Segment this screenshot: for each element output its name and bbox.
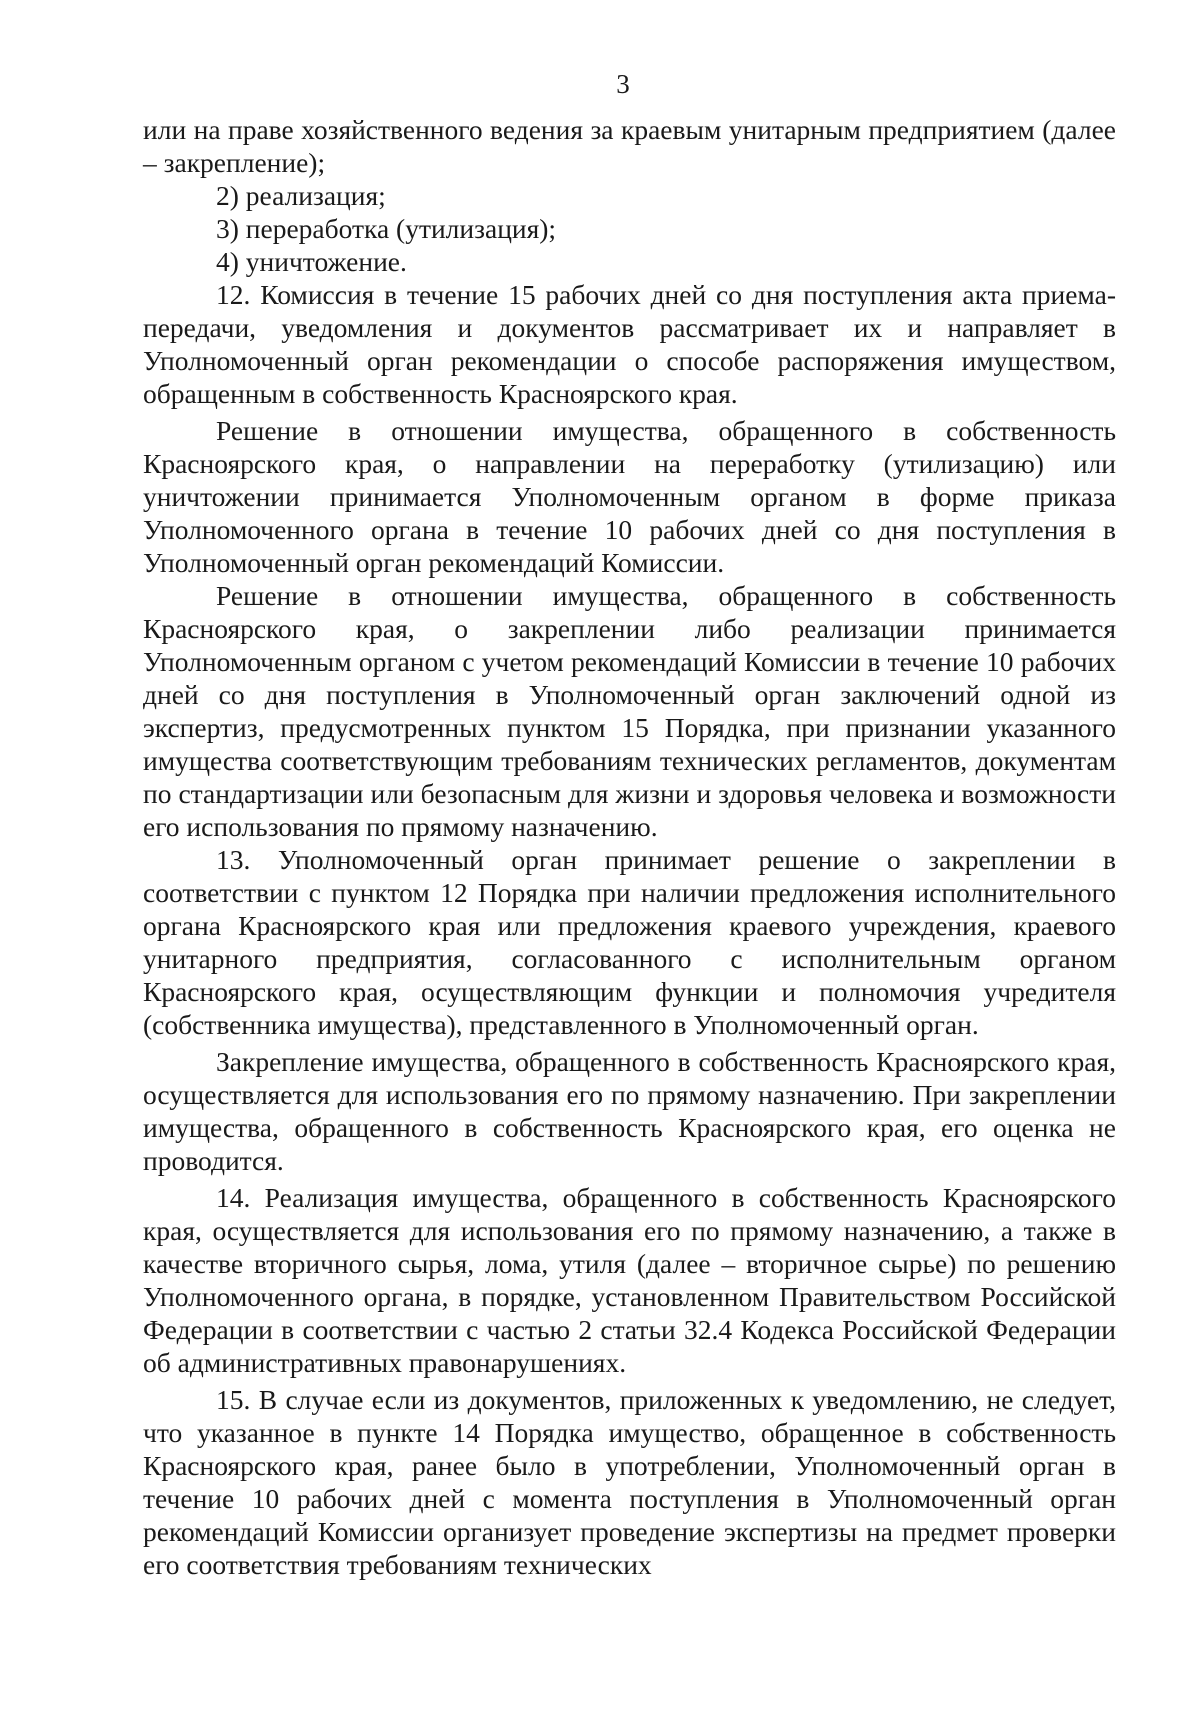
paragraph-clause-14: 14. Реализация имущества, обращенного в собственность Красноярского края, осуществляется для использования его по прямому назначению, а также в качестве вторичного сырья, лома, утиля (далее – вторичное сырье) по решению Уполномоченного органа, в порядке, установленном Правительством Российской Федерации в соответствии с частью 2 статьи 32.4 Кодекса Российской Федерации об административных правонарушениях. bbox=[143, 1182, 1116, 1378]
paragraph-decision-utilization: Решение в отношении имущества, обращенного в собственность Красноярского края, о направлении на переработку (утилизацию) или уничтожении принимается Уполномоченным органом в форме приказа Уполномоченного органа в течение 10 рабочих дней со дня поступления в Уполномоченный орган рекомендаций Комиссии. bbox=[143, 415, 1116, 578]
paragraph-decision-assignment: Решение в отношении имущества, обращенного в собственность Красноярского края, о закреплении либо реализации принимается Уполномоченным органом с учетом рекомендаций Комиссии в течение 10 рабочих дней со дня поступления в Уполномоченный орган заключений одной из экспертиз, предусмотренных пунктом 15 Порядка, при признании указанного имущества соответствующим требованиям технических регламентов, документам по стандартизации или безопасным для жизни и здоровья человека и возможности его использования по прямому назначению. bbox=[143, 580, 1116, 842]
paragraph-clause-12: 12. Комиссия в течение 15 рабочих дней со дня поступления акта приема-передачи, уведомления и документов рассматривает их и направляет в Уполномоченный орган рекомендации о способе распоряжения имуществом, обращенным в собственность Красноярского края. bbox=[143, 279, 1116, 409]
page-number: 3 bbox=[616, 69, 630, 99]
list-item-3: 3) переработка (утилизация); bbox=[216, 213, 557, 244]
paragraph-assignment-purpose: Закрепление имущества, обращенного в собственность Красноярского края, осуществляется для использования его по прямому назначению. При закреплении имущества, обращенного в собственность Красноярского края, его оценка не проводится. bbox=[143, 1046, 1116, 1176]
list-item-2: 2) реализация; bbox=[216, 180, 386, 211]
paragraph-clause-15: 15. В случае если из документов, приложенных к уведомлению, не следует, что указанное в пункте 14 Порядка имущество, обращенное в собственность Красноярского края, ранее было в употреблении, Уполномоченный орган в течение 10 рабочих дней с момента поступления в Уполномоченный орган рекомендаций Комиссии организует проведение экспертизы на предмет проверки его соответствия требованиям технических bbox=[143, 1384, 1116, 1580]
list-item-4: 4) уничтожение. bbox=[216, 246, 407, 277]
document-body bbox=[143, 113, 1116, 1581]
paragraph-clause-13: 13. Уполномоченный орган принимает решение о закреплении в соответствии с пунктом 12 Порядка при наличии предложения исполнительного органа Красноярского края или предложения краевого учреждения, краевого унитарного предприятия, согласованного с исполнительным органом Красноярского края, осуществляющим функции и полномочия учредителя (собственника имущества), представленного в Уполномоченный орган. bbox=[143, 844, 1116, 1040]
paragraph-continuation: или на праве хозяйственного ведения за краевым унитарным предприятием (далее – закрепление); bbox=[143, 114, 1116, 178]
